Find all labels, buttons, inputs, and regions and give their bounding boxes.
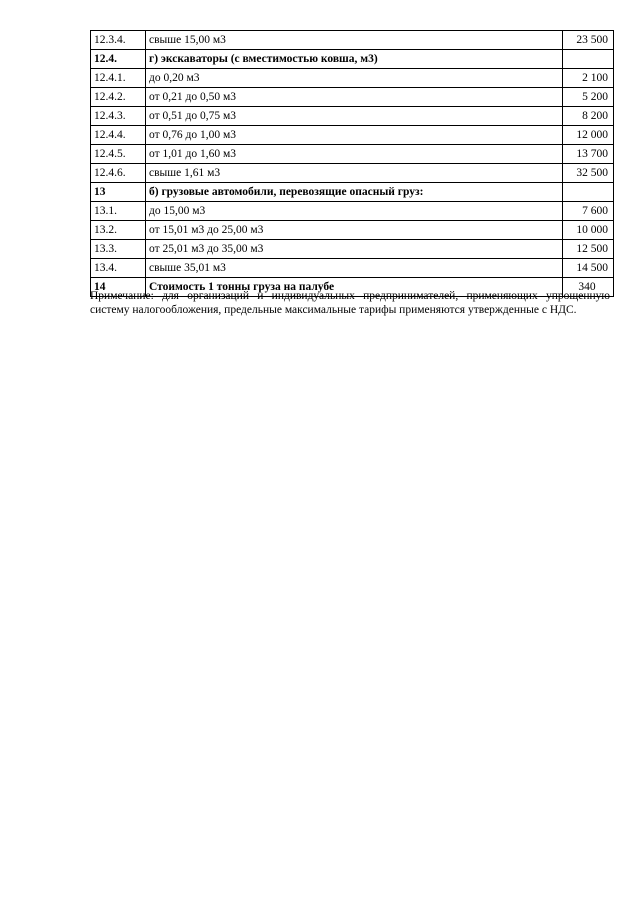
table-row — [91, 31, 614, 50]
row-description: от 0,51 до 0,75 м3 — [146, 107, 563, 126]
table-row — [91, 126, 614, 145]
row-description: от 0,21 до 0,50 м3 — [146, 88, 563, 107]
row-description: свыше 35,01 м3 — [146, 259, 563, 278]
table-row — [91, 50, 614, 69]
row-tariff-value: 14 500 — [563, 259, 614, 278]
row-number: 12.4.3. — [91, 107, 146, 126]
row-tariff-value: 23 500 — [563, 31, 614, 50]
row-number: 12.4.4. — [91, 126, 146, 145]
row-tariff-value: 340 — [563, 278, 614, 297]
table-row — [91, 183, 614, 202]
row-tariff-value: 2 100 — [563, 69, 614, 88]
row-number: 12.4.2. — [91, 88, 146, 107]
row-number: 13.3. — [91, 240, 146, 259]
row-description: до 15,00 м3 — [146, 202, 563, 221]
row-description: до 0,20 м3 — [146, 69, 563, 88]
row-tariff-value — [563, 50, 614, 69]
row-description: от 0,76 до 1,00 м3 — [146, 126, 563, 145]
table-row — [91, 145, 614, 164]
row-number: 12.4. — [91, 50, 146, 69]
row-description: от 25,01 м3 до 35,00 м3 — [146, 240, 563, 259]
table-row — [91, 88, 614, 107]
note-paragraph: Примечание: для организаций и индивидуальных предпринимателей, применяющих упрощенную систему налогообложения, предельные максимальные тарифы применяются утвержденные с НДС. — [90, 290, 610, 316]
row-description: от 15,01 м3 до 25,00 м3 — [146, 221, 563, 240]
row-description: б) грузовые автомобили, перевозящие опасный груз: — [146, 183, 563, 202]
row-number: 14 — [91, 278, 146, 297]
row-number: 12.4.1. — [91, 69, 146, 88]
table-row — [91, 107, 614, 126]
row-tariff-value: 5 200 — [563, 88, 614, 107]
row-description: г) экскаваторы (с вместимостью ковша, м3) — [146, 50, 563, 69]
table-row — [91, 221, 614, 240]
table-row — [91, 240, 614, 259]
table-row — [91, 259, 614, 278]
table-row — [91, 202, 614, 221]
row-tariff-value: 7 600 — [563, 202, 614, 221]
row-number: 13.1. — [91, 202, 146, 221]
row-description: от 1,01 до 1,60 м3 — [146, 145, 563, 164]
row-tariff-value — [563, 183, 614, 202]
row-number: 12.3.4. — [91, 31, 146, 50]
row-tariff-value: 10 000 — [563, 221, 614, 240]
tariff-table — [90, 30, 614, 297]
tariff-table-body — [91, 31, 614, 297]
row-description: Стоимость 1 тонны груза на палубе — [146, 278, 563, 297]
row-number: 13 — [91, 183, 146, 202]
row-description: свыше 15,00 м3 — [146, 31, 563, 50]
row-tariff-value: 13 700 — [563, 145, 614, 164]
row-tariff-value: 8 200 — [563, 107, 614, 126]
row-tariff-value: 12 500 — [563, 240, 614, 259]
row-tariff-value: 12 000 — [563, 126, 614, 145]
row-number: 13.4. — [91, 259, 146, 278]
row-description: свыше 1,61 м3 — [146, 164, 563, 183]
row-number: 12.4.6. — [91, 164, 146, 183]
row-number: 13.2. — [91, 221, 146, 240]
row-tariff-value: 32 500 — [563, 164, 614, 183]
row-number: 12.4.5. — [91, 145, 146, 164]
table-row — [91, 164, 614, 183]
table-row — [91, 69, 614, 88]
